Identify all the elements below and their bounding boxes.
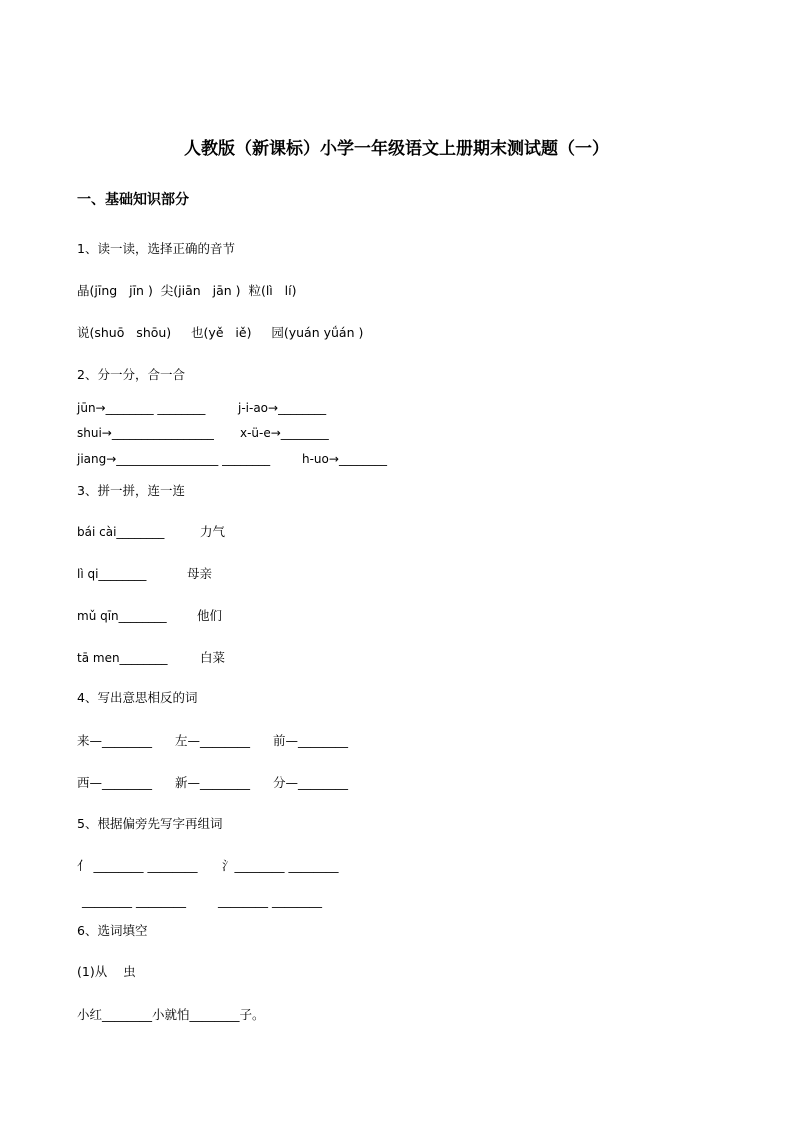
q4-item: 前—________	[273, 733, 349, 748]
q3-pinyin-2: lì qi________	[77, 567, 147, 581]
q5-line-1-left: 亻 ________ ________	[77, 858, 198, 873]
q3-word-3: 他们	[197, 608, 223, 623]
q3-word-4: 白菜	[200, 650, 226, 665]
q4-item: 西—________	[77, 775, 153, 790]
q2-row-3-left: jiang→_________________ ________	[77, 452, 271, 466]
q2-row-1-right: j-i-ao→________	[238, 401, 327, 415]
q2-row-2-right: x-ü-e→________	[240, 426, 329, 440]
q4-item: 来—________	[77, 733, 153, 748]
q1-line-1: 晶(jīng jīn ) 尖(jiān jān ) 粒(lì lí)	[77, 283, 297, 298]
q6-options: (1)从 虫	[77, 964, 136, 979]
q3-pinyin-1: bái cài________	[77, 525, 165, 539]
q3-word-1: 力气	[200, 524, 226, 539]
question-5-heading: 5、根据偏旁先写字再组词	[77, 816, 223, 831]
q2-row-3-right: h-uo→________	[302, 452, 387, 466]
q5-line-1-right: 氵________ ________	[222, 858, 339, 873]
q2-row-1-left: jūn→________ ________	[77, 401, 206, 415]
q6-sentence: 小红________小就怕________子。	[77, 1007, 265, 1022]
section-heading: 一、基础知识部分	[77, 192, 189, 208]
q4-item: 分—________	[273, 775, 349, 790]
question-6-heading: 6、选词填空	[77, 923, 148, 938]
question-4-heading: 4、写出意思相反的词	[77, 690, 198, 705]
q1-line-2: 说(shuō shōu) 也(yě iě) 园(yuán yǘán )	[77, 325, 364, 340]
q5-line-2-left: ________ ________	[82, 893, 186, 908]
q4-item: 新—________	[175, 775, 251, 790]
document-title: 人教版（新课标）小学一年级语文上册期末测试题（一）	[184, 139, 609, 159]
q3-pinyin-3: mǔ qīn________	[77, 609, 167, 623]
q3-pinyin-4: tā men________	[77, 651, 168, 665]
q3-word-2: 母亲	[187, 566, 213, 581]
q5-line-2-right: ________ ________	[218, 893, 322, 908]
question-3-heading: 3、拼一拼，连一连	[77, 483, 185, 498]
question-1-heading: 1、读一读，选择正确的音节	[77, 241, 235, 256]
q4-item: 左—________	[175, 733, 251, 748]
q2-row-2-left: shui→_________________	[77, 426, 214, 440]
question-2-heading: 2、分一分，合一合	[77, 367, 185, 382]
